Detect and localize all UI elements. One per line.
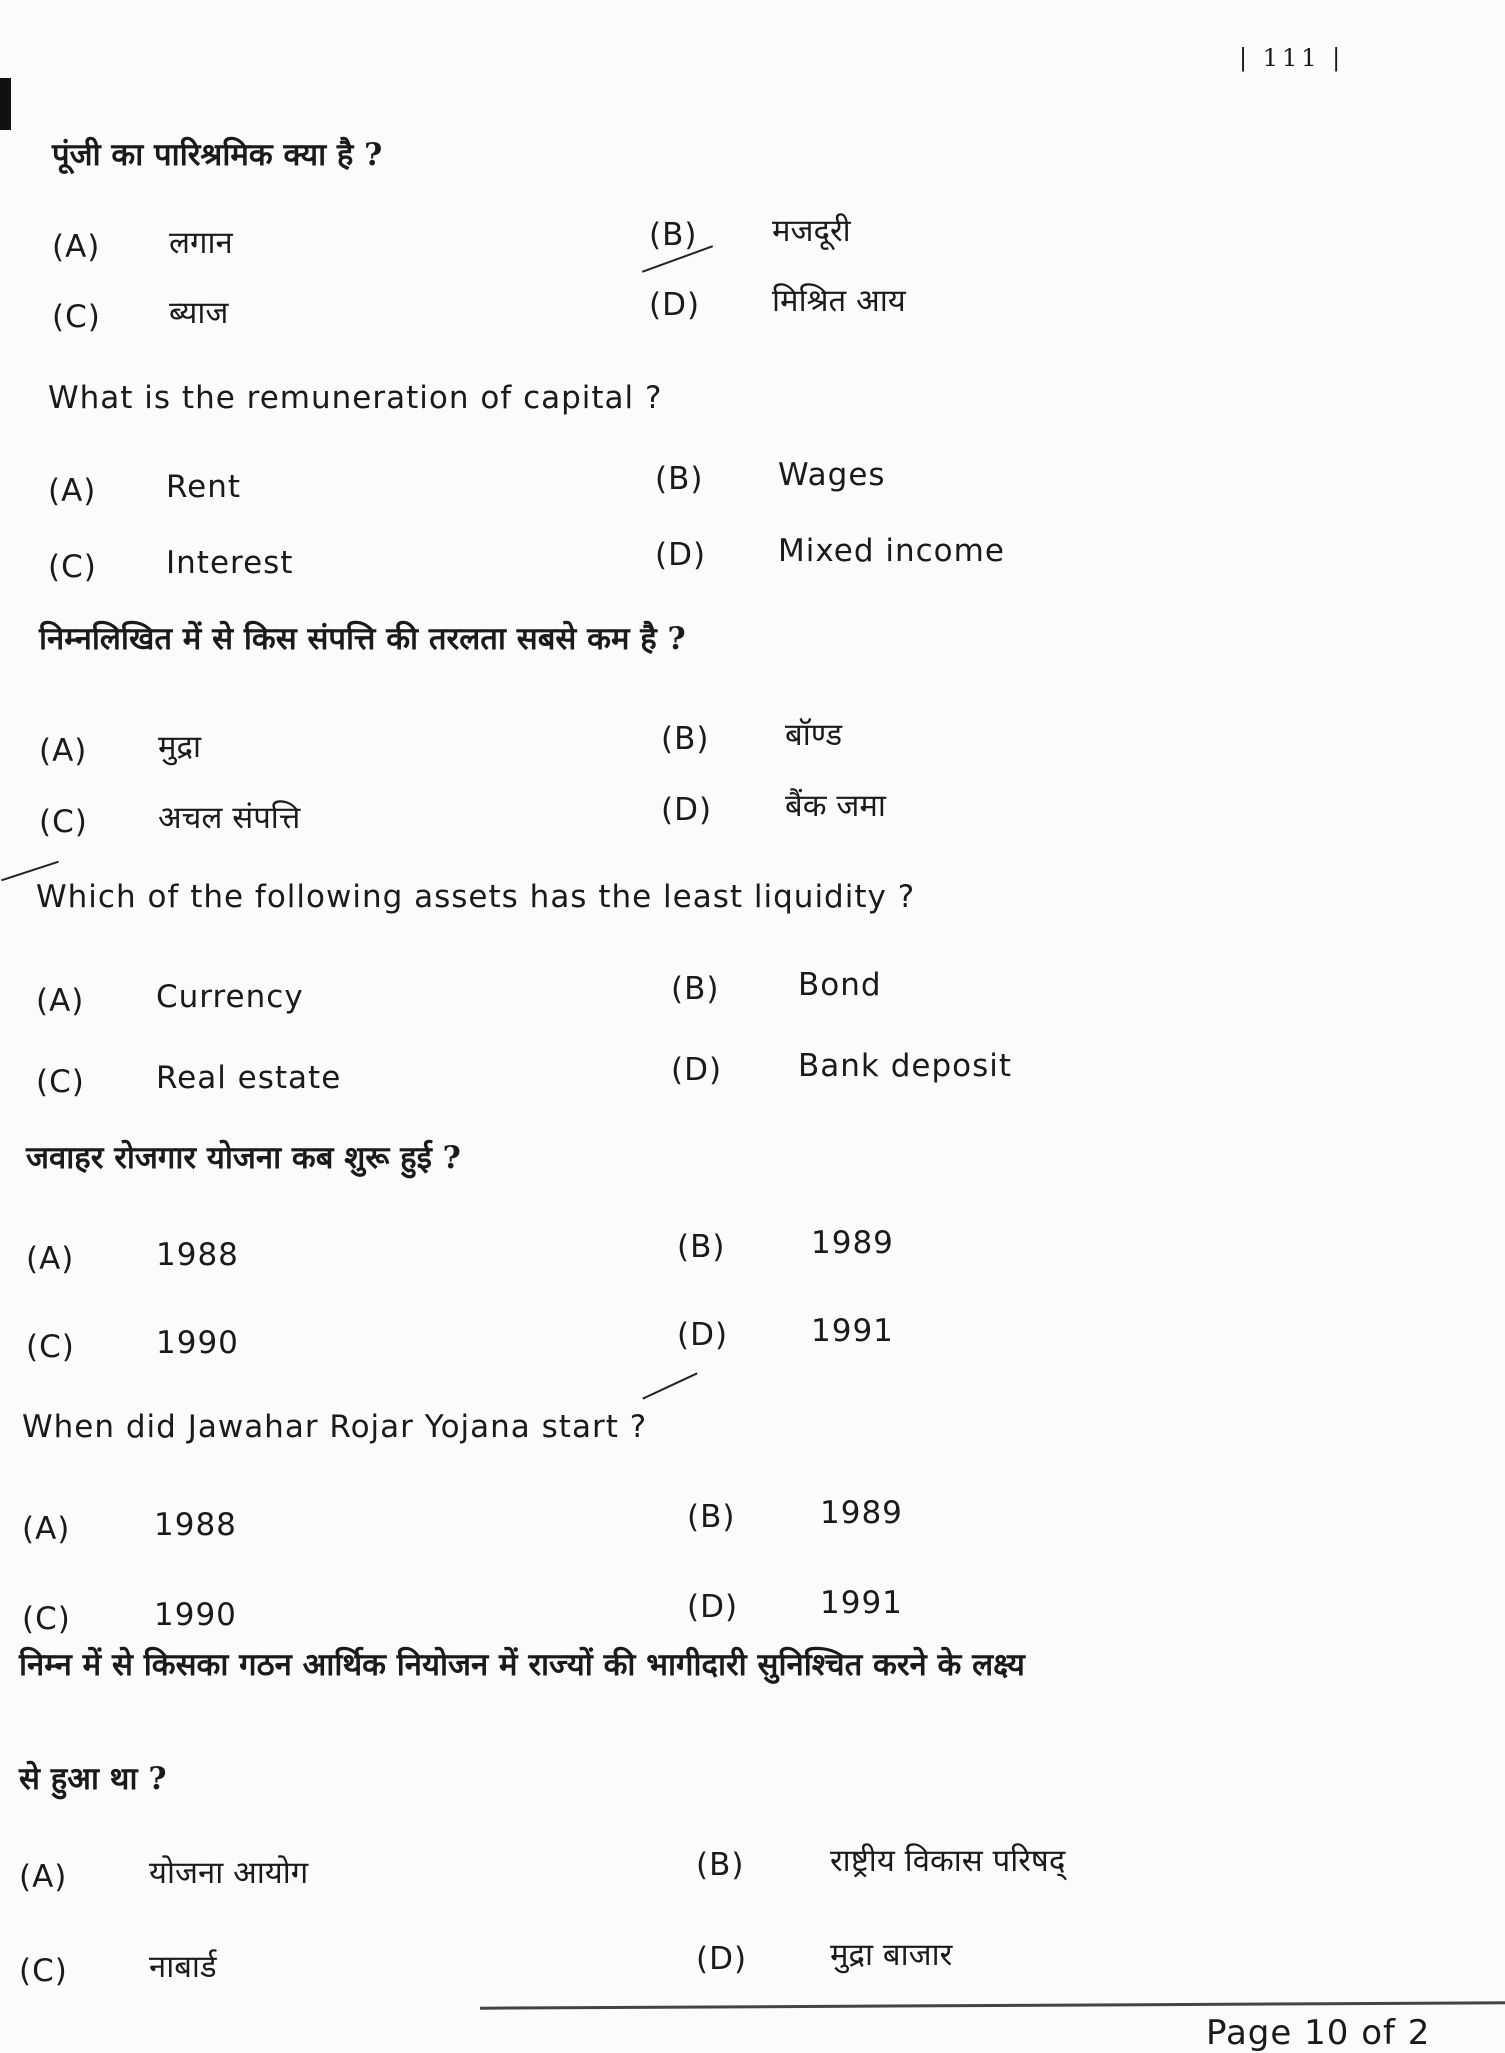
option-text: Bond: [798, 967, 882, 1003]
option-key: (A): [26, 1241, 75, 1277]
question-text-continued: से हुआ था ?: [19, 1761, 167, 1797]
option-key: (A): [19, 1859, 68, 1895]
option-text: 1989: [820, 1495, 903, 1531]
option-key: (B): [661, 721, 710, 757]
option-text: योजना आयोग: [149, 1855, 309, 1891]
pen-tick-mark: [642, 1372, 697, 1399]
option-text: मुद्रा बाजार: [830, 1937, 953, 1973]
option-key: (B): [671, 971, 720, 1007]
option-text: 1988: [154, 1507, 237, 1543]
scan-edge-mark: [0, 78, 11, 130]
option-text: Wages: [778, 457, 886, 493]
option-text: 1990: [156, 1325, 239, 1361]
option-text: Interest: [166, 545, 294, 581]
option-key: (D): [649, 287, 701, 323]
option-text: बॉण्ड: [785, 717, 843, 753]
option-key: (B): [696, 1847, 745, 1883]
question-text: पूंजी का पारिश्रमिक क्या है ?: [52, 137, 383, 173]
option-text: ब्याज: [169, 295, 229, 331]
option-key: (C): [48, 549, 97, 585]
option-key: (B): [655, 461, 704, 497]
option-key: (D): [696, 1941, 748, 1977]
option-key: (D): [671, 1052, 723, 1088]
option-key: (A): [36, 983, 85, 1019]
option-text: बैंक जमा: [785, 788, 886, 824]
option-key: (B): [687, 1499, 736, 1535]
option-key: (A): [48, 473, 97, 509]
page-number: Page 10 of 2: [1206, 2013, 1431, 2053]
question-text: Which of the following assets has the least liquidity ?: [36, 879, 916, 915]
option-key: (B): [649, 217, 698, 253]
option-key: (C): [26, 1329, 75, 1365]
option-key: (C): [22, 1601, 71, 1637]
option-text: नाबार्ड: [149, 1949, 217, 1985]
option-text: मुद्रा: [158, 729, 202, 765]
option-key: (D): [655, 537, 707, 573]
option-text: 1990: [154, 1597, 237, 1633]
option-text: राष्ट्रीय विकास परिषद्: [830, 1843, 1066, 1879]
question-text: जवाहर रोजगार योजना कब शुरू हुई ?: [26, 1140, 461, 1176]
option-key: (D): [687, 1589, 739, 1625]
option-text: Mixed income: [778, 533, 1005, 569]
option-text: Bank deposit: [798, 1048, 1013, 1084]
footer-rule: [480, 2001, 1505, 2009]
option-text: Real estate: [156, 1060, 342, 1096]
option-text: अचल संपत्ति: [158, 800, 301, 836]
question-text: When did Jawahar Rojar Yojana start ?: [22, 1409, 648, 1445]
option-key: (D): [661, 792, 713, 828]
option-key: (C): [36, 1064, 85, 1100]
option-key: (C): [19, 1953, 68, 1989]
option-text: Rent: [166, 469, 242, 505]
option-key: (A): [39, 733, 88, 769]
option-key: (A): [22, 1511, 71, 1547]
option-key: (C): [39, 804, 88, 840]
option-text: 1989: [811, 1225, 894, 1261]
option-text: 1988: [156, 1237, 239, 1273]
option-text: Currency: [156, 979, 304, 1015]
option-key: (C): [52, 299, 101, 335]
option-key: (A): [52, 229, 101, 265]
option-text: 1991: [811, 1313, 894, 1349]
option-text: मिश्रित आय: [772, 283, 906, 319]
page-code: | 111 |: [1239, 44, 1345, 72]
question-text: निम्नलिखित में से किस संपत्ति की तरलता सबसे कम है ?: [39, 621, 686, 657]
question-text: What is the remuneration of capital ?: [48, 380, 663, 416]
option-key: (D): [677, 1317, 729, 1353]
option-text: मजदूरी: [772, 213, 851, 249]
option-key: (B): [677, 1229, 726, 1265]
option-text: 1991: [820, 1585, 903, 1621]
option-text: लगान: [169, 225, 233, 261]
question-text: निम्न में से किसका गठन आर्थिक नियोजन में राज्यों की भागीदारी सुनिश्चित करने के लक्ष्य: [19, 1647, 1025, 1683]
